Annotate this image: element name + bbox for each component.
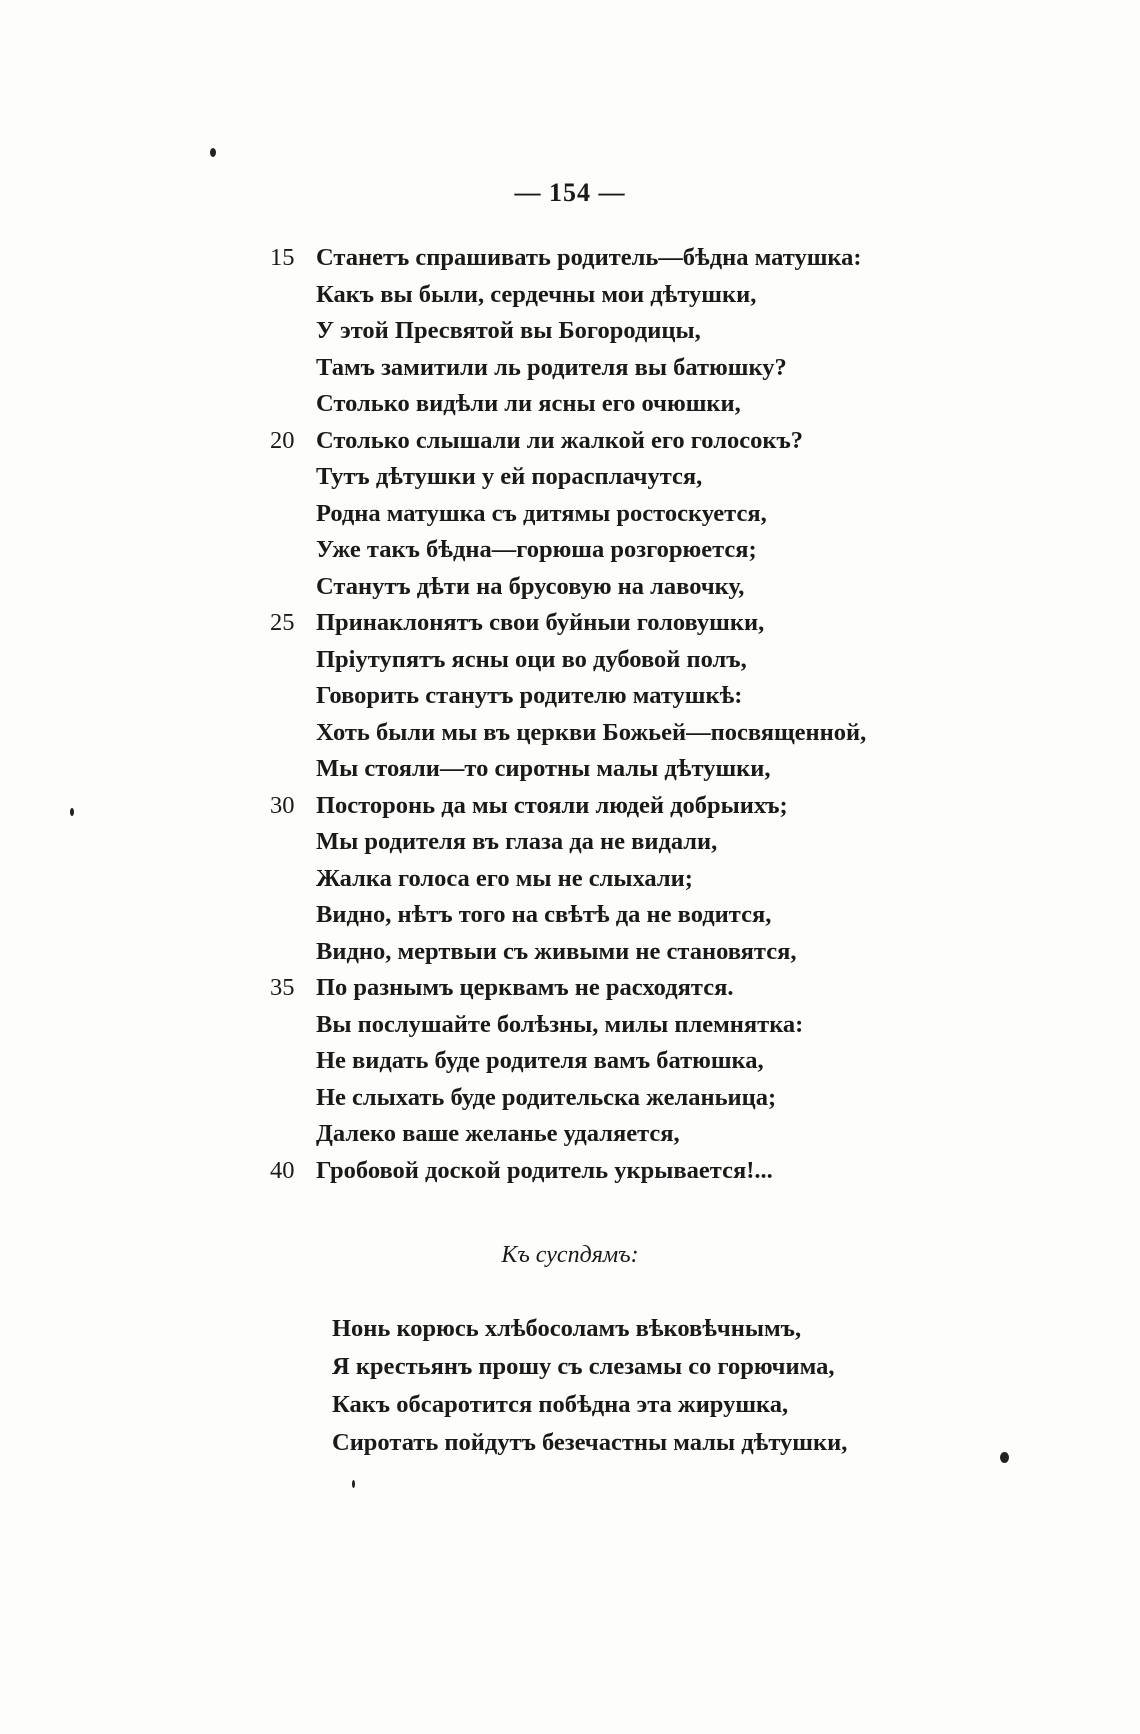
line-number: 25 xyxy=(270,609,295,636)
verse-line xyxy=(270,1080,970,1117)
verse-line xyxy=(270,788,970,825)
verse-text: Мы родителя въ глаза да не видали, xyxy=(316,828,718,855)
verse-line xyxy=(270,970,970,1007)
verse-line xyxy=(270,386,970,423)
verse-line xyxy=(270,1043,970,1080)
verse-text: Посторонь да мы стояли людей добрыихъ; xyxy=(316,791,788,819)
verse-line xyxy=(270,678,970,715)
verse-text: Родна матушка съ дитямы ростоскуется, xyxy=(316,499,767,527)
line-number: 30 xyxy=(270,791,295,819)
ink-speck xyxy=(210,148,216,157)
verse-line xyxy=(270,715,970,752)
verse-line xyxy=(270,496,970,533)
verse-text: Тамъ замитили ль родителя вы батюшку? xyxy=(316,353,787,381)
verse-text: Видно, мертвыи съ живыми не становятся, xyxy=(316,937,797,965)
verse-text: Нонь корюсь хлѣбосоламъ вѣковѣчнымъ, xyxy=(332,1315,802,1342)
verse-line xyxy=(270,751,970,788)
verse-line xyxy=(270,897,970,934)
verse-text: Станутъ дѣти на брусовую на лавочку, xyxy=(316,572,745,600)
verse-text: Какъ вы были, сердечны мои дѣтушки, xyxy=(316,280,757,308)
verse-line xyxy=(270,313,970,350)
verse-block xyxy=(270,240,970,1189)
verse-text: Какъ обсаротится побѣдна эта жирушка, xyxy=(332,1391,789,1418)
verse-text: У этой Пресвятой вы Богородицы, xyxy=(316,317,701,344)
line-number: 15 xyxy=(270,244,295,271)
verse-text: Видно, нѣтъ того на свѣтѣ да не водится, xyxy=(316,901,772,928)
verse-line xyxy=(270,1153,970,1190)
verse-line xyxy=(270,824,970,861)
verse-text: Жалка голоса его мы не слыхали; xyxy=(316,864,693,892)
verse-block-2 xyxy=(316,1310,1016,1462)
verse-text: Станетъ спрашивать родитель—бѣдна матушка: xyxy=(316,244,862,271)
verse-line xyxy=(316,1386,1016,1424)
verse-text: Столько видѣли ли ясны его очюшки, xyxy=(316,390,741,417)
line-number: 40 xyxy=(270,1156,295,1184)
verse-text: Я крестьянъ прошу съ слезамы со горючима, xyxy=(332,1353,835,1380)
section-title: Къ суспдямъ: xyxy=(501,1242,639,1268)
verse-text: Принаклонятъ свои буйныи головушки, xyxy=(316,609,765,636)
verse-line xyxy=(270,642,970,679)
verse-line xyxy=(270,569,970,606)
verse-line xyxy=(316,1348,1016,1386)
verse-line xyxy=(270,605,970,642)
verse-text: Вы послушайте болѣзны, милы племнятка: xyxy=(316,1010,804,1038)
verse-text: Далеко ваше желанье удаляется, xyxy=(316,1120,680,1147)
line-number: 20 xyxy=(270,426,295,454)
verse-line xyxy=(270,532,970,569)
verse-line xyxy=(270,1007,970,1044)
verse-line xyxy=(270,423,970,460)
verse-line xyxy=(270,861,970,898)
verse-text: Мы стояли—то сиротны малы дѣтушки, xyxy=(316,755,771,782)
verse-line xyxy=(270,1116,970,1153)
ink-speck xyxy=(352,1480,355,1488)
verse-text: Не видать буде родителя вамъ батюшка, xyxy=(316,1047,764,1074)
verse-line xyxy=(270,459,970,496)
verse-line xyxy=(270,240,970,277)
page-number: — 154 — xyxy=(514,178,626,207)
verse-line xyxy=(270,934,970,971)
verse-text: Тутъ дѣтушки у ей порасплачутся, xyxy=(316,463,703,490)
verse-text: Не слыхать буде родительска желаньица; xyxy=(316,1083,777,1111)
verse-line xyxy=(270,350,970,387)
verse-text: Прiутупятъ ясны оци во дубовой полъ, xyxy=(316,645,747,673)
verse-text: По разнымъ церквамъ не расходятся. xyxy=(316,974,734,1001)
verse-text: Хоть были мы въ церкви Божьей—посвященной, xyxy=(316,718,867,746)
verse-text: Столько слышали ли жалкой его голосокъ? xyxy=(316,426,803,454)
verse-text: Говорить станутъ родителю матушкѣ: xyxy=(316,682,743,709)
verse-line xyxy=(270,277,970,314)
verse-line xyxy=(316,1310,1016,1348)
verse-line xyxy=(316,1424,1016,1462)
line-number: 35 xyxy=(270,974,295,1001)
verse-text: Сиротать пойдутъ безечастны малы дѣтушки, xyxy=(332,1429,848,1456)
verse-text: Гробовой доской родитель укрывается!... xyxy=(316,1156,773,1184)
verse-text: Уже такъ бѣдна—горюша розгорюется; xyxy=(316,536,757,563)
ink-speck xyxy=(70,808,74,816)
